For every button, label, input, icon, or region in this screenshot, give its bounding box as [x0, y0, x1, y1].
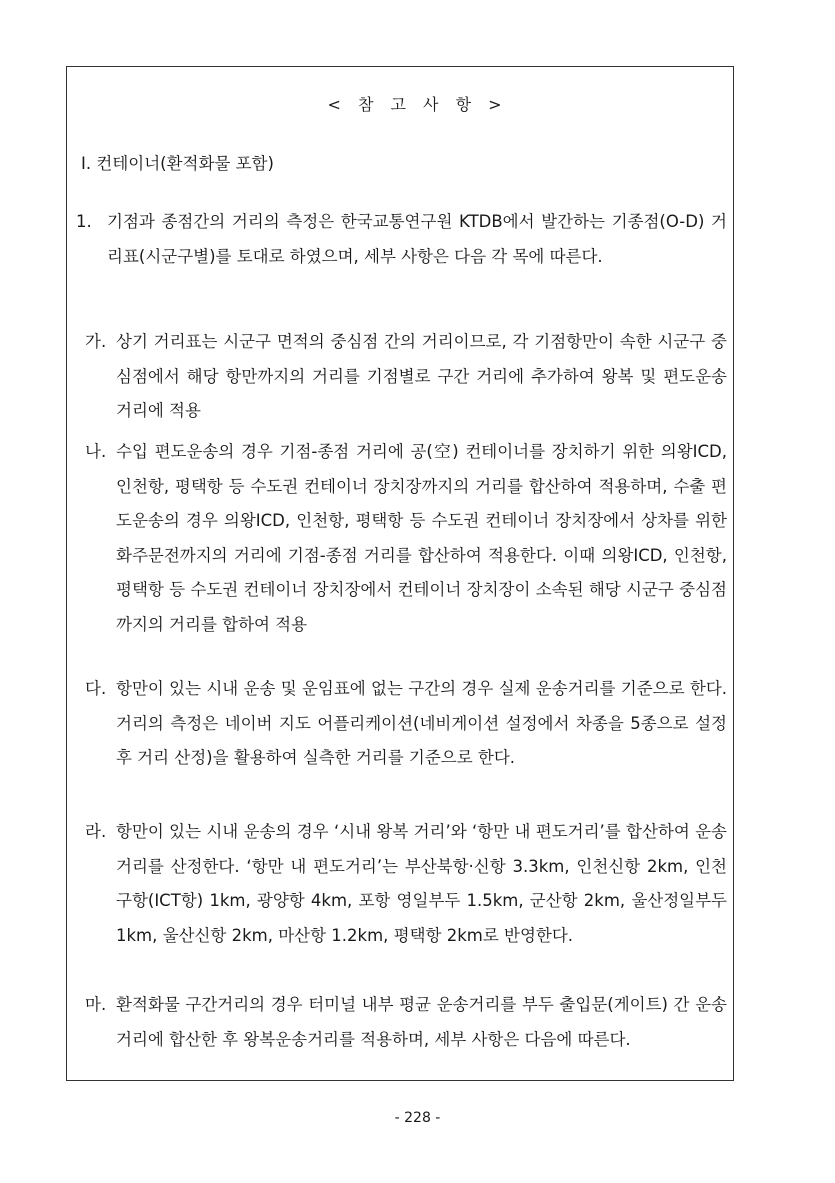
item-marker: 나.: [85, 442, 107, 461]
item-marker: 가.: [85, 332, 107, 351]
item-marker: 라.: [85, 822, 107, 841]
item-marker: 1.: [76, 212, 92, 231]
item-text: 항만이 있는 시내 운송 및 운임표에 없는 구간의 경우 실제 운송거리를 기준으로 한다. 거리의 측정은 네이버 지도 어플리케이션(네비게이션 설정에서 차종을 5종으로 설정 후 거리 산정)을 활용하여 실측한 거리를 기준으로 한다.: [116, 679, 727, 767]
section-marker: Ⅰ.: [81, 154, 92, 173]
list-item-ra: [85, 815, 727, 953]
page-title: < 참 고 사 항 >: [327, 95, 508, 114]
item-marker: 마.: [85, 995, 107, 1014]
list-item-ma: [85, 988, 727, 1057]
item-marker: 다.: [85, 679, 107, 698]
item-text: 기점과 종점간의 거리의 측정은 한국교통연구원 KTDB에서 발간하는 기종점(O-D) 거리표(시군구별)를 토대로 하였으며, 세부 사항은 다음 각 목에 따른다.: [107, 212, 727, 266]
section-title: 컨테이너(환적화물 포함): [96, 154, 274, 173]
page-number: - 228 -: [394, 1110, 441, 1126]
item-text: 수입 편도운송의 경우 기점-종점 거리에 공(空) 컨테이너를 장치하기 위한 의왕ICD, 인천항, 평택항 등 수도권 컨테이너 장치장까지의 거리를 합산하여 적용하며, 수출 편도운송의 경우 의왕ICD, 인천항, 평택항 등 수도권 컨테이너 장치장에서 상차를 위한 화주문전까지의 거리에 기점-종점 거리를 합산하여 적용한다. 이때 의왕ICD, 인천항, 평택항 등 수도권 컨테이너 장치장에서 컨테이너 장치장이 소속된 해당 시군구 중심점까지의 거리를 합하여 적용: [116, 442, 727, 634]
item-text: 항만이 있는 시내 운송의 경우 ‘시내 왕복 거리’와 ‘항만 내 편도거리’를 합산하여 운송거리를 산정한다. ‘항만 내 편도거리’는 부산북항·신항 3.3km, 인천신항 2km, 인천구항(ICT항) 1km, 광양항 4km, 포항 영일부두 1.5km, 군산항 2km, 울산정일부두 1km, 울산신항 2km, 마산항 1.2km, 평택항 2km로 반영한다.: [116, 822, 727, 945]
item-text: 상기 거리표는 시군구 면적의 중심점 간의 거리이므로, 각 기점항만이 속한 시군구 중심점에서 해당 항만까지의 거리를 기점별로 구간 거리에 추가하여 왕복 및 편도운송 거리에 적용: [116, 332, 727, 420]
section-heading: [81, 150, 274, 174]
list-item-da: [85, 672, 727, 776]
list-item-ga: [85, 325, 727, 429]
list-item-1: [76, 205, 727, 274]
item-text: 환적화물 구간거리의 경우 터미널 내부 평균 운송거리를 부두 출입문(게이트) 간 운송거리에 합산한 후 왕복운송거리를 적용하며, 세부 사항은 다음에 따른다.: [116, 995, 727, 1049]
list-item-na: [85, 435, 727, 642]
